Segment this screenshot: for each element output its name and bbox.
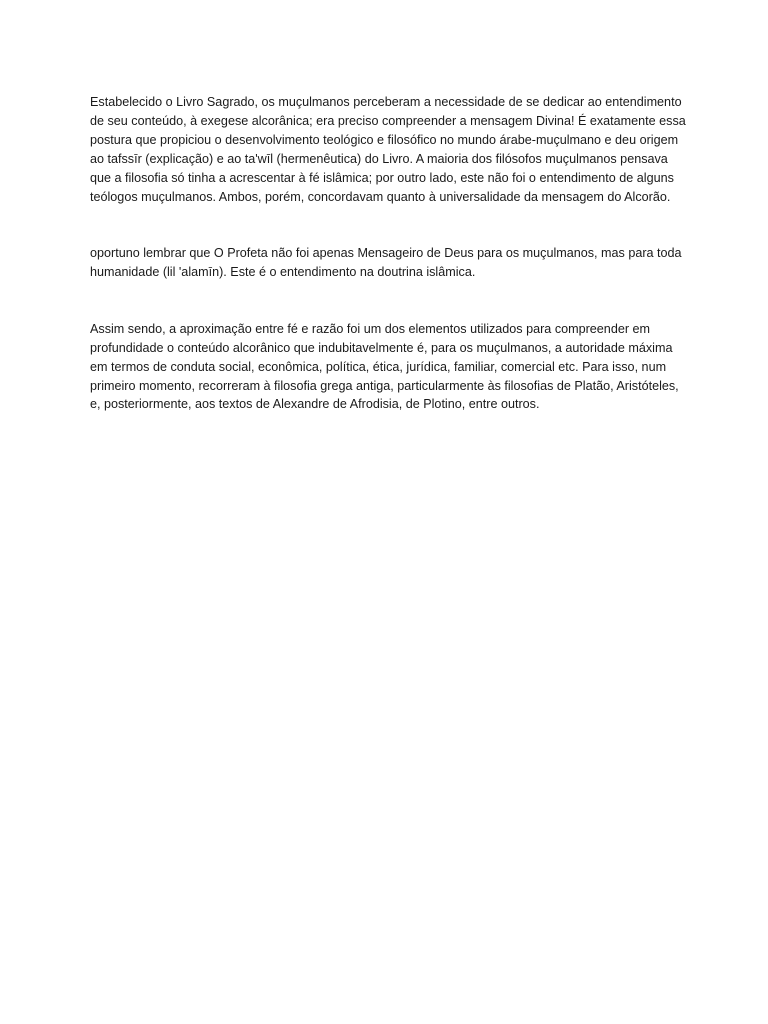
paragraph-2: oportuno lembrar que O Profeta não foi apenas Mensageiro de Deus para os muçulmanos, mas para toda humanidade (lil 'alamīn). Este é o entendimento na doutrina islâmica.	[90, 246, 682, 280]
document-body	[90, 93, 690, 414]
paragraph-3: Assim sendo, a aproximação entre fé e razão foi um dos elementos utilizados para compreender em profundidade o conteúdo alcorânico que indubitavelmente é, para os muçulmanos, a autoridade máxima em termos de conduta social, econômica, política, ética, jurídica, familiar, comercial etc. Para isso, num primeiro momento, recorreram à filosofia grega antiga, particularmente às filosofias de Platão, Aristóteles, e, posteriormente, aos textos de Alexandre de Afrodisia, de Plotino, entre outros.	[90, 321, 679, 412]
paragraph-1: Estabelecido o Livro Sagrado, os muçulmanos perceberam a necessidade de se dedicar ao entendimento de seu conteúdo, à exegese alcorânica; era preciso compreender a mensagem Divina! É exatamente essa postura que propiciou o desenvolvimento teológico e filosófico no mundo árabe-muçulmano e deu origem ao tafssīr (explicação) e ao ta'wīl (hermenêutica) do Livro. A maioria dos filósofos muçulmanos pensava que a filosofia só tinha a acrescentar à fé islâmica; por outro lado, este não foi o entendimento de alguns teólogos muçulmanos. Ambos, porém, concordavam quanto à universalidade da mensagem do Alcorão.	[90, 95, 686, 204]
